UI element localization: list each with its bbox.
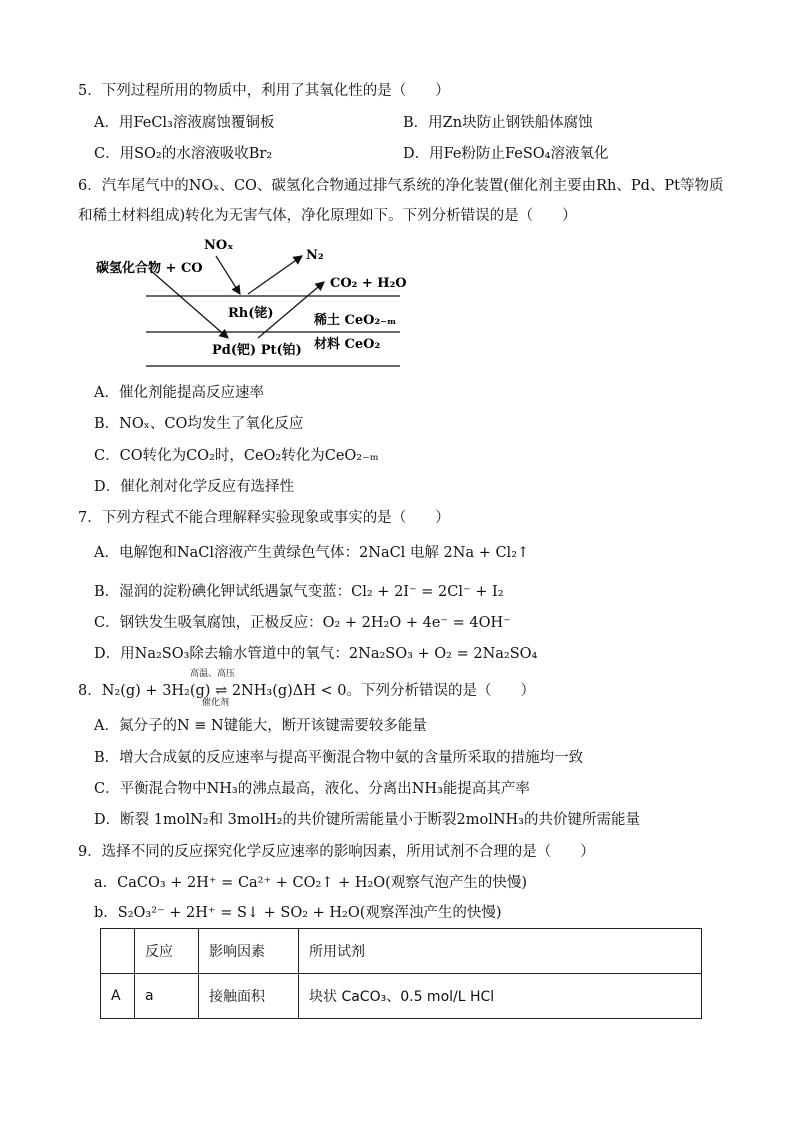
q6-option-c: C．CO转化为CO₂时，CeO₂转化为CeO₂₋ₘ (94, 448, 379, 464)
catalyst-diagram (88, 230, 418, 370)
q7-option-c: C．钢铁发生吸氧腐蚀，正极反应：O₂ + 2H₂O + 4e⁻ = 4OH⁻ (94, 615, 511, 631)
label-nox: NOₓ (204, 238, 234, 253)
q9-table (100, 928, 702, 1019)
label-co2-h2o: CO₂ + H₂O (330, 276, 407, 291)
q5-option-c: C．用SO₂的水溶液吸收Br₂ (94, 146, 273, 162)
label-pd-pt: Pd(钯) Pt(铂) (212, 343, 302, 358)
arrow-rh-to-n2 (248, 256, 302, 294)
arrow-hc-to-pd (150, 270, 228, 338)
q7-option-a: A．电解饱和NaCl溶液产生黄绿色气体：2NaCl 电解 2Na + Cl₂↑ (94, 545, 530, 561)
q8-option-b: B．增大合成氨的反应速率与提高平衡混合物中氨的含量所采取的措施均一致 (94, 750, 584, 766)
q6-option-b: B．NOₓ、CO均发生了氧化反应 (94, 416, 304, 432)
table-cell: 接触面积 (199, 974, 299, 1019)
table-header-cell (101, 929, 135, 974)
table-cell: A (101, 974, 135, 1019)
q6-stem-line1: 6．汽车尾气中的NOₓ、CO、碳氢化合物通过排气系统的净化装置(催化剂主要由Rh、Pd、Pt等物质 (78, 178, 724, 194)
table-header-cell: 所用试剂 (299, 929, 702, 974)
q6-option-a: A．催化剂能提高反应速率 (94, 385, 264, 401)
q8-option-d: D．断裂 1molN₂和 3molH₂的共价键所需能量小于断裂2molNH₃的共价键所需能量 (94, 812, 640, 828)
q9-reaction-b: b．S₂O₃²⁻ + 2H⁺ = S↓ + SO₂ + H₂O(观察浑浊产生的快慢) (94, 905, 502, 921)
q9-reaction-a: a．CaCO₃ + 2H⁺ = Ca²⁺ + CO₂↑ + H₂O(观察气泡产生的快慢) (94, 875, 527, 891)
table-cell: a (135, 974, 199, 1019)
q6-stem-line2: 和稀土材料组成)转化为无害气体，净化原理如下。下列分析错误的是（ ） (78, 208, 577, 224)
arrow-nox-to-rh (216, 256, 240, 294)
q8-option-c: C．平衡混合物中NH₃的沸点最高，液化、分离出NH₃能提高其产率 (94, 781, 530, 797)
q7-option-d: D．用Na₂SO₃除去输水管道中的氧气：2Na₂SO₃ + O₂ = 2Na₂SO₄ (94, 646, 538, 662)
q5-option-a: A．用FeCl₃溶液腐蚀覆铜板 (94, 115, 275, 131)
label-rh: Rh(铑) (228, 306, 274, 321)
q6-option-d: D．催化剂对化学反应有选择性 (94, 479, 295, 495)
q7-option-b: B．湿润的淀粉碘化钾试纸遇氯气变蓝：Cl₂ + 2I⁻ = 2Cl⁻ + I₂ (94, 584, 504, 600)
q8-option-a: A．氮分子的N ≡ N键能大，断开该键需要较多能量 (94, 718, 427, 734)
q8-stem: 8．N₂(g) + 3H₂(g) ⇌ 2NH₃(g)ΔH < 0。下列分析错误的是（ ） (78, 683, 536, 699)
label-hc-co: 碳氢化合物 + CO (96, 261, 203, 276)
label-rare-earth-2: 材料 CeO₂ (314, 337, 381, 352)
label-n2: N₂ (306, 248, 324, 263)
q8-condition-top: 高温、高压 (190, 669, 236, 679)
table-cell: 块状 CaCO₃、0.5 mol/L HCl (299, 974, 702, 1019)
q8-condition-bottom: 催化剂 (202, 698, 230, 708)
q5-option-d: D．用Fe粉防止FeSO₄溶液氧化 (403, 146, 609, 162)
q7-stem: 7．下列方程式不能合理解释实验现象或事实的是（ ） (78, 510, 450, 526)
table-header-cell: 影响因素 (199, 929, 299, 974)
q5-option-b: B．用Zn块防止钢铁船体腐蚀 (403, 115, 593, 131)
table-header-row (101, 929, 702, 974)
table-row (101, 974, 702, 1019)
table-header-cell: 反应 (135, 929, 199, 974)
label-rare-earth-1: 稀土 CeO₂₋ₘ (314, 313, 397, 328)
q9-stem: 9．选择不同的反应探究化学反应速率的影响因素，所用试剂不合理的是（ ） (78, 844, 595, 860)
q5-stem: 5．下列过程所用的物质中，利用了其氧化性的是（ ） (78, 83, 450, 99)
